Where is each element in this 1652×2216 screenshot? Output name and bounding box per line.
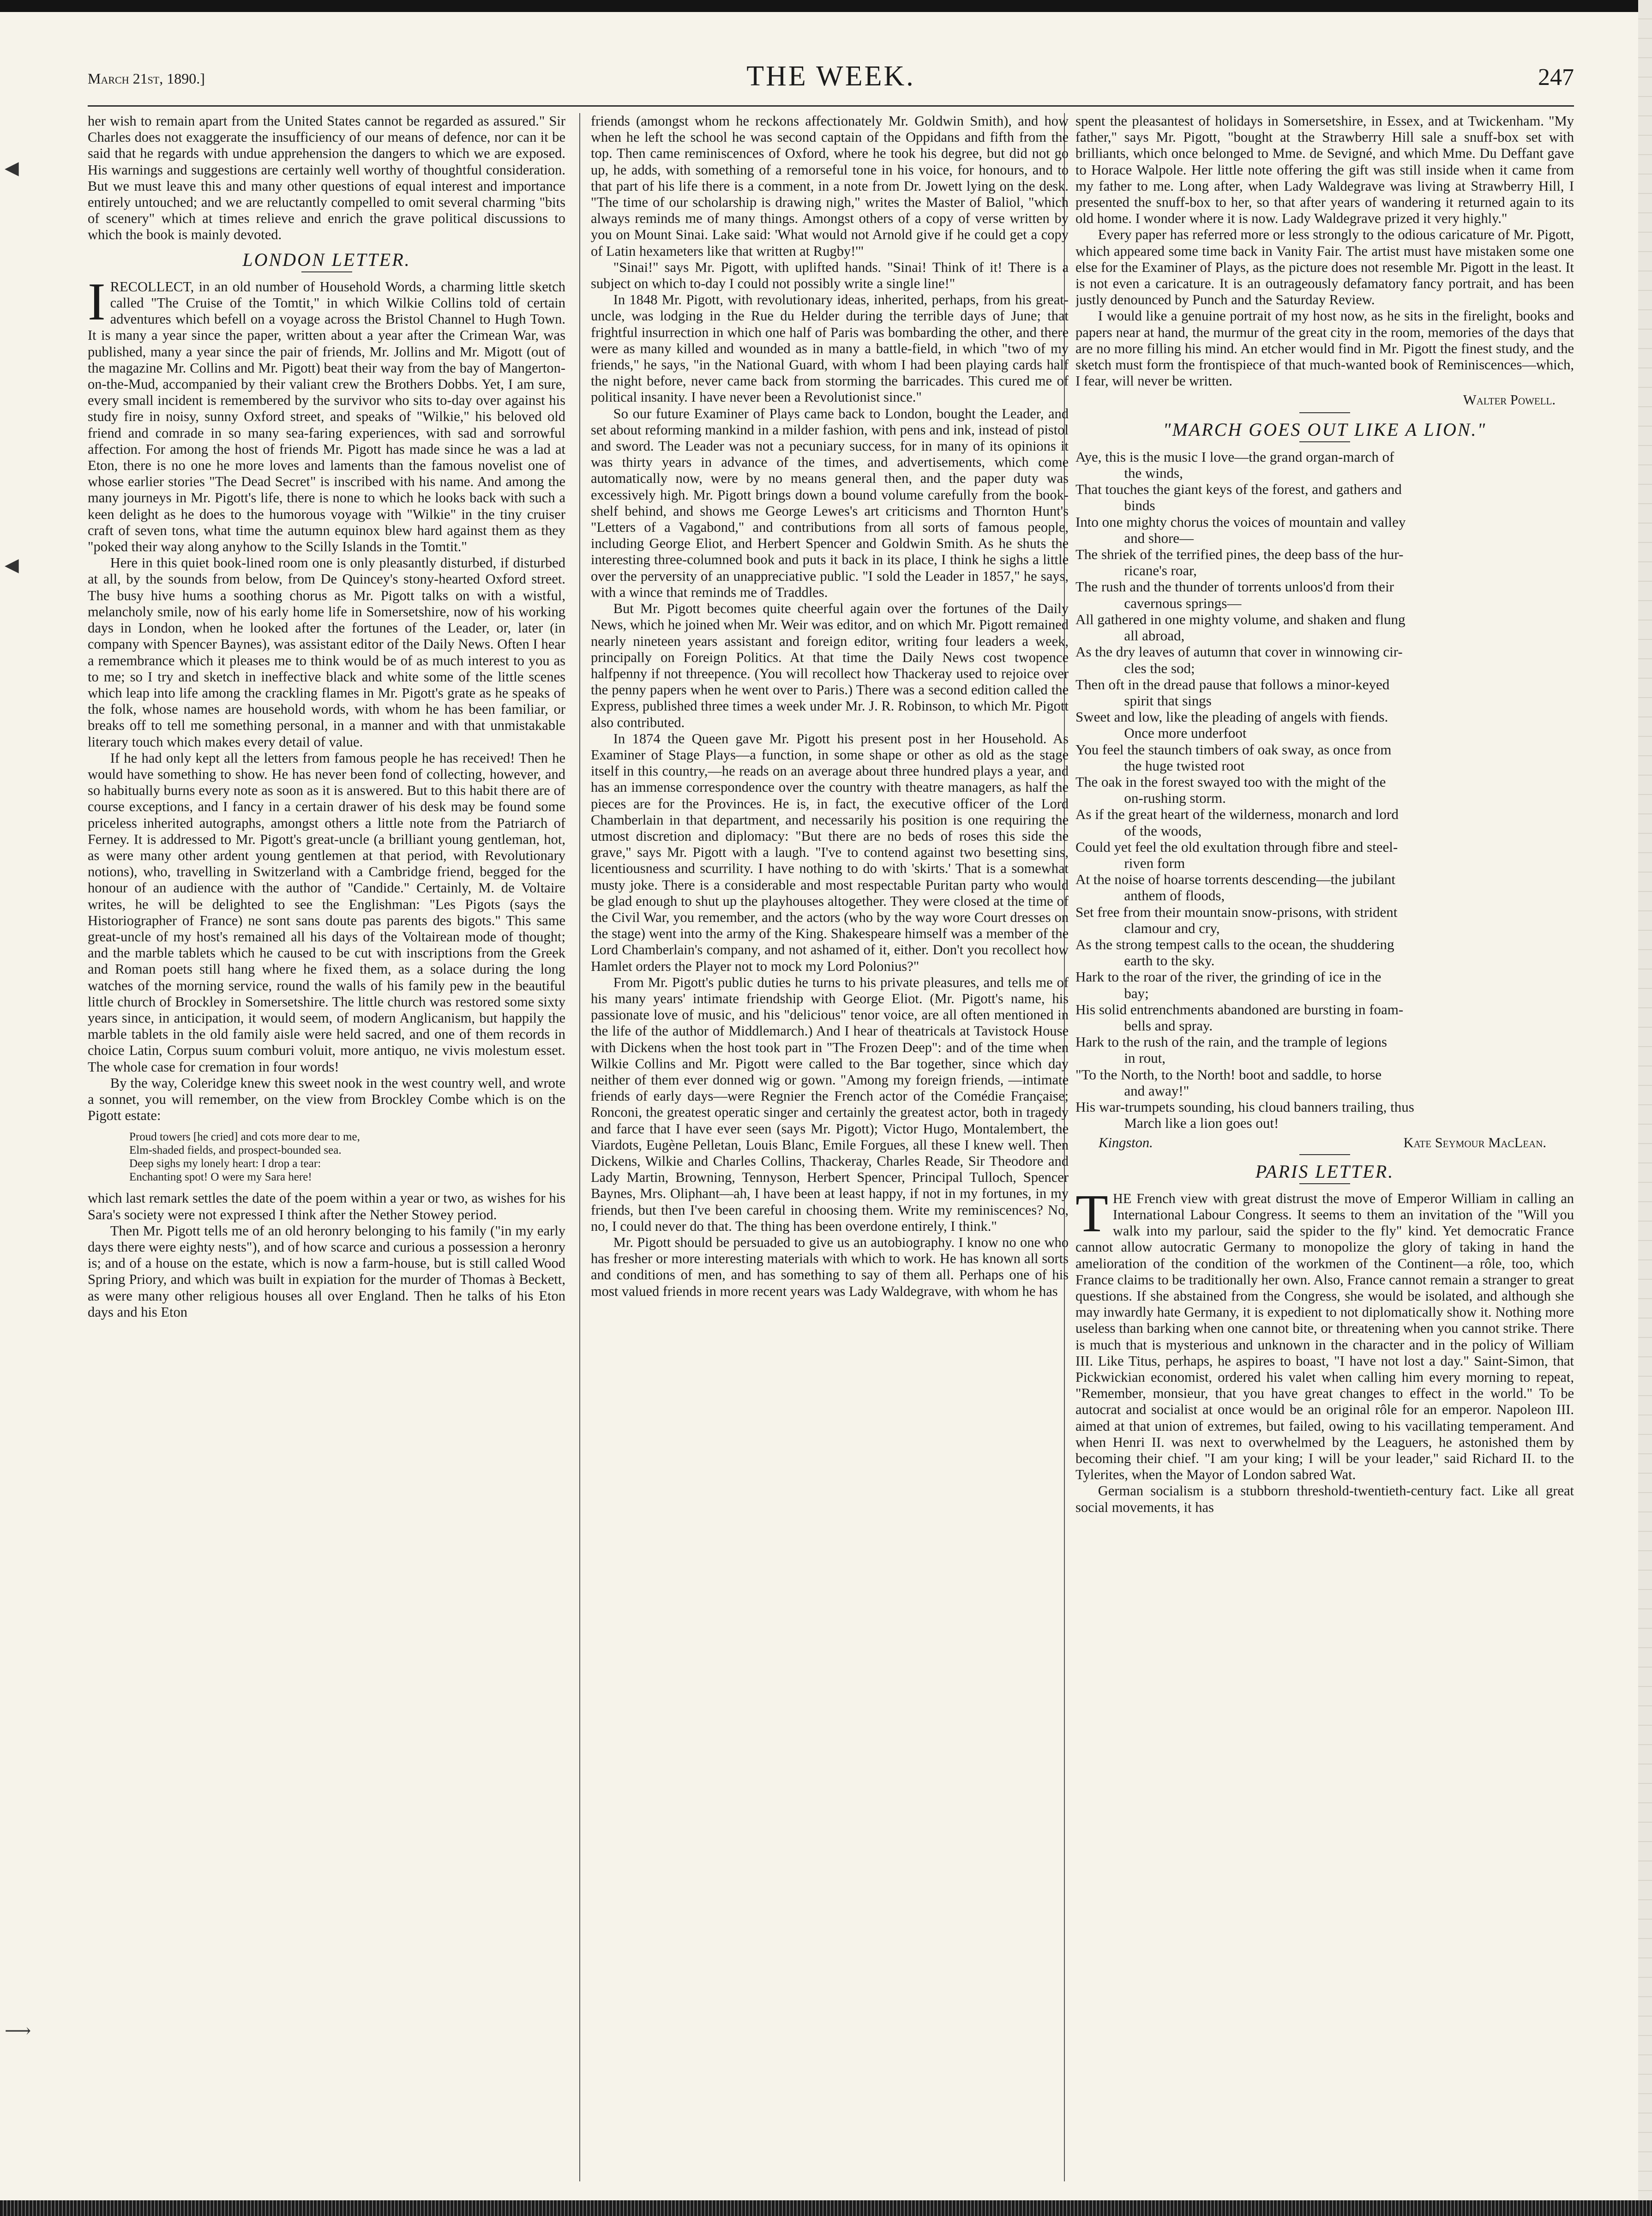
margin-pointer-icon: ⟶ xyxy=(5,2020,31,2041)
section-rule xyxy=(1299,1154,1350,1155)
poem-line: That touches the giant keys of the forest, and gathers and xyxy=(1075,481,1402,498)
poem-line-continuation: cles the sod; xyxy=(1124,660,1195,676)
poem-line: Then oft in the dread pause that follows a minor-keyed xyxy=(1075,676,1390,692)
poem-line-continuation: cavernous springs— xyxy=(1124,595,1242,611)
poem-line-continuation: and shore— xyxy=(1124,530,1194,546)
london-first-paragraph xyxy=(88,272,565,555)
paragraph: Here in this quiet book-lined room one is only pleasantly disturbed, if disturbed at all, by the sounds from below, from De Quincey's stony-hearted Oxford street. The busy hive hums a soothing chorus as Mr. Pigott talks on with a wistful, melancholy smile, now of his early home life in Somersetshire, now of his working days in London, when he looked after the fortunes of the Leader, or, later (in company with Spencer Baynes), was assistant editor of the Daily News. Often I hear a remembrance which it pleases me to think would be of as much interest to you as to me; so I try and sketch in ineffective black and white some of the little scenes which leap into life among the crackling flames in Mr. Pigott's grate as he speaks of the folk, whose names are household words, with whom he has been familiar, or breaks off to tell me something personal, in a manner and with that unmistakable literary touch which makes every detail of value. xyxy=(88,555,565,750)
poem-line-continuation: earth to the sky. xyxy=(1124,952,1215,969)
poem-line: Hark to the roar of the river, the grinding of ice in the xyxy=(1075,969,1382,985)
poem-line: Could yet feel the old exultation through fibre and steel- xyxy=(1075,838,1398,855)
section-rule xyxy=(1299,412,1350,413)
poem-line-continuation: bells and spray. xyxy=(1124,1017,1213,1034)
london-letter-heading: LONDON LETTER. xyxy=(242,249,411,270)
march-poem xyxy=(1075,449,1574,1132)
top-border xyxy=(0,0,1652,12)
poem-line: The shriek of the terrified pines, the deep bass of the hur- xyxy=(1075,546,1404,563)
poem-line: At the noise of hoarse torrents descending—the jubilant xyxy=(1075,871,1396,888)
bottom-border xyxy=(0,2200,1652,2216)
paragraph: Then Mr. Pigott tells me of an old heronry belonging to his family ("in my early days there were eighty nests"), and of how scarce and curious a possession a heronry is; and of a house on the estate, which is now a farm-house, but is still called Wood Spring Priory, and which was built in expiation for the murder of Thomas à Beckett, as were many other religious houses all over England. Then he talks of his Eton days and his Eton xyxy=(88,1222,565,1320)
london-letter-signature: Walter Powell. xyxy=(1463,392,1556,408)
quote-line: Proud towers [he cried] and cots more dear to me, xyxy=(129,1131,360,1144)
poem-line: As the strong tempest calls to the ocean, the shuddering xyxy=(1075,936,1394,952)
poem-line: The rush and the thunder of torrents unloos'd from their xyxy=(1075,578,1394,595)
poem-heading: "MARCH GOES OUT LIKE A LION." xyxy=(1163,419,1487,440)
paris-letter-heading: PARIS LETTER. xyxy=(1255,1161,1394,1182)
poem-line-continuation: Once more underfoot xyxy=(1124,725,1247,741)
poem-line: All gathered in one mighty volume, and shaken and flung xyxy=(1075,611,1406,627)
paragraph: In 1874 the Queen gave Mr. Pigott his present post in her Household. As Examiner of Stage Plays—a function, in some shape or other as old as the stage itself in this country,—he reads on an average about three hundred plays a year, and has an immense correspondence over the country with theatre managers, as half the pieces are for the Provinces. He is, in fact, the executive officer of the Lord Chamberlain in that department, and necessarily his position is one requiring the utmost discretion and diplomacy: "But there are no beds of roses this side the grave," says Mr. Pigott with a laugh. "I've to contend against two besetting sins, licentiousness and scurrility. I have nothing to do with 'skirts.' That is a somewhat musty joke. There is a considerable and most respectable Puritan party who would be glad enough to shut up the playhouses altogether. They were closed at the time of the Civil War, you remember, and the actors (who by the way wore Court dresses on the stage) went into the army of the King. Shakespeare himself was a member of the Lord Chamberlain's company, and not ashamed of it, either. Don't you recollect how Hamlet orders the Player not to mock my Lord Polonius?" xyxy=(591,730,1069,974)
quote-line: Elm-shaded fields, and prospect-bounded sea. xyxy=(129,1144,342,1157)
poem-line-continuation: of the woods, xyxy=(1124,822,1202,839)
poem-line-continuation: spirit that sings xyxy=(1124,692,1212,709)
poem-line-continuation: on-rushing storm. xyxy=(1124,790,1226,807)
poem-line-continuation: riven form xyxy=(1124,855,1185,871)
paragraph: So our future Examiner of Plays came back to London, bought the Leader, and set about reforming mankind in a milder fashion, with pens and ink, instead of pistol and sword. The Leader was not a pecuniary success, for in many of its opinions it was thirty years in advance of the times, and advertisements, which come automatically now, were by no means general then, and the paper duty was excessively high. Mr. Pigott brings down a bound volume carefully from the book-shelf behind, and shows me George Lewes's art criticisms and Thornton Hunt's "Letters of a Vagabond," and contributions from all sorts of famous people, including George Eliot, and Herbert Spencer and Goldwin Smith. As he shuts the interesting three-columned book and puts it back in its place, I think he sighs a little over the perversity of an unappreciative public. "I sold the Leader in 1857," he says, with a wince that reminds me of Traddles. xyxy=(591,405,1069,600)
paragraph: If he had only kept all the letters from famous people he has received! Then he would have something to show. He has never been fond of collecting, however, and so habitually burns every note as soon as it is answered. But to this habit there are of course exceptions, and I fancy in a certain drawer of his desk may be found some priceless inherited autographs, amongst others a little note from the Patriarch of Ferney. It is addressed to Mr. Pigott's great-uncle (a brilliant young gentleman, hot, as were many other ardent young gentlemen at that period, with Revolutionary notions), who, travelling in Switzerland with a Cambridge friend, begged for the honour of an audience with the author of "Candide." Certainly, M. de Voltaire writes, he will be delighted to see the Englishman: "Les Pigots (says the Historiographer of France) ne sont sans doute pas parents des bigots." This same great-uncle of my host's remained all his days of the Voltairean mode of thought; and the marble tablets which he caused to be cut with inscriptions from the Greek and Roman poets still hang where he fixed them, as a solace during the long watches of the morning service, round the walls of his family pew in the beautiful little church of Brockley in Somersetshire. The little church was restored some sixty years since, in anticipation, it would seem, of modern Anglicanism, but happily the marble tablets in the old family aisle were held sacred, and one of them records in choice Latin, Corpus suum comburi voluit, more antiquo, ne vivis molestum esset. The whole case for cremation in four words! xyxy=(88,750,565,1075)
quote-line: Enchanting spot! O were my Sara here! xyxy=(129,1171,312,1184)
poem-line: You feel the staunch timbers of oak sway, as once from xyxy=(1075,741,1392,758)
heading-rule xyxy=(301,271,352,272)
paragraph: German socialism is a stubborn threshold-twentieth-century fact. Like all great social movements, it has xyxy=(1075,1483,1574,1515)
masthead-title: THE WEEK. xyxy=(746,60,915,92)
column-3 xyxy=(1075,113,1574,2186)
poem-place: Kingston. xyxy=(1099,1135,1153,1151)
poem-line: His war-trumpets sounding, his cloud banners trailing, thus xyxy=(1075,1098,1414,1115)
paragraph: From Mr. Pigott's public duties he turns to his private pleasures, and tells me of his many years' intimate friendship with George Eliot. (Mr. Pigott's name, his passionate love of music, and his "delicious" tenor voice, are all often mentioned in the life of the author of Middlemarch.) And I hear of theatricals at Tavistock House with Dickens when the host took part in "The Frozen Deep": and of the time when Wilkie Collins and Mr. Pigott were called to the Bar together, since which day neither of them ever donned wig or gown. "Among my foreign friends, —intimate friends of early days—were Regnier the French actor of the Comédie Française; Ronconi, the greatest operatic singer and certainly the greatest actor, both in tragedy and farce that I have ever seen (says Mr. Pigott); Victor Hugo, Montalembert, the Viardots, Eugène Pelletan, Louis Blanc, Emile Forgues, all these I knew well. Then Dickens, Wilkie and Charles Collins, Thackeray, Charles Reade, Sir Theodore and Lady Martin, Browning, Tennyson, Herbert Spencer, Principal Tulloch, Spencer Baynes, Mrs. Oliphant—ah, I have been at least happy, if not in my fortunes, in my friends, but then I've been careful in choosing them. Write my reminiscences? No, no, I could never do that. The thing has been overdone entirely, I think." xyxy=(591,974,1069,1234)
header-rule xyxy=(88,105,1574,107)
heading-rule xyxy=(1299,441,1350,442)
paragraph: In 1848 Mr. Pigott, with revolutionary ideas, inherited, perhaps, from his great-uncle, was lodging in the Rue du Helder during the terrible days of June; that frightful insurrection in which one half of Paris was bombarding the other, and there were as many killed and wounded as in many a battle-field, in which "two of my friends," he says, "in the National Guard, with whom I had been playing cards half the night before, never came back from storming the barricades. This cured me of political insanity. I have never been a Revolutionist since." xyxy=(591,292,1069,405)
paragraph: friends (amongst whom he reckons affectionately Mr. Goldwin Smith), and how when he left the school he was second captain of the Oppidans and fifth from the top. Then came reminiscences of Oxford, where he took his degree, but did not go up, he adds, with something of a remorseful tone in his voice, for honours, and to that part of his life there is a comment, in a note from Dr. Jowett lying on the desk. "The time of our scholarship is drawing nigh," writes the Master of Baliol, "which always reminds me of many things. Amongst others of a copy of verse written by you on Mount Sinai. Lake said: 'What would not Arnold give if he could get a copy of Latin hexameters like that written at Rugby!'" xyxy=(591,113,1069,259)
paragraph: But Mr. Pigott becomes quite cheerful again over the fortunes of the Daily News, which he joined when Mr. Weir was editor, and on which Mr. Pigott remained nearly nineteen years assistant and foreign editor, writing four leaders a week, principally on Foreign Politics. At that time the Daily News cost twopence halfpenny if not threepence. (You will recollect how Thackeray used to rejoice over the penny papers when he went over to Paris.) There was a second edition called the Express, published three times a week under Mr. J. R. Robinson, to which Mr. Pigott also contributed. xyxy=(591,601,1069,730)
column-2 xyxy=(591,113,1069,2186)
poem-author: Kate Seymour MacLean. xyxy=(1403,1135,1546,1151)
poem-line-continuation: in rout, xyxy=(1124,1050,1165,1066)
drop-cap: I xyxy=(88,272,106,331)
issue-date: March 21st, 1890.] xyxy=(88,70,205,87)
paragraph: I would like a genuine portrait of my host now, as he sits in the firelight, books and papers near at hand, the murmur of the great city in the room, memories of the days that are no more filling his mind. An etcher would find in Mr. Pigott the finest study, and the sketch must form the frontispiece of that much-wanted book of Reminiscences—which, I fear, will never be written. xyxy=(1075,308,1574,389)
margin-pointer-icon: ◀ xyxy=(5,554,19,575)
margin-pointer-icon: ◀ xyxy=(5,157,19,178)
poem-line-continuation: all abroad, xyxy=(1124,627,1185,644)
poem-line: "To the North, to the North! boot and saddle, to horse xyxy=(1075,1066,1382,1083)
paragraph: By the way, Coleridge knew this sweet nook in the west country well, and wrote a sonnet, you will remember, on the view from Brockley Combe which is on the Pigott estate: xyxy=(88,1075,565,1124)
heading-rule xyxy=(1299,1183,1350,1184)
poem-line-continuation: the huge twisted root xyxy=(1124,757,1245,774)
page-header xyxy=(88,60,1574,102)
paragraph-text: HE French view with great distrust the move of Emperor William in calling an International Labour Congress. It seems to them an invitation of the "Will you walk into my parlour, said the spider to the fly" kind. Yet democratic France cannot allow autocratic Germany to monopolize the glory of taking in hand the amelioration of the condition of the workmen of the Continent—a rôle, too, which France claims to be traditionally her own. Also, France cannot remain a stranger to great questions. If she abstained from the Congress, she would be isolated, and although she may inwardly hate Germany, it is expedient to not diplomatically show it. Nothing more useless than barking when one cannot bite, or threatening when you cannot strike. There is much that is mysterious and unknown in the character and in the policy of William III. Like Titus, perhaps, he aspires to boast, "I have not lost a day." Saint-Simon, that Pickwickian economist, ordered his valet when calling him every morning to repeat, "Remember, monsieur, that you have great changes to effect in the world." To be autocrat and socialist at once would be an original rôle for an emperor. Napoleon III. aimed at that union of extremes, but failed, owing to his vacillating temperament. And when Henri II. was next to overwhelmed by the Leaguers, he astonished them by becoming their chief. "I am your king; I will be your leader," said Richard II. to the Tylerites, when the Mayor of London sabred Wat. xyxy=(1075,1190,1574,1483)
binding-edge xyxy=(1638,0,1652,2216)
paragraph-text: RECOLLECT, in an old number of Household Words, a charming little sketch called "The Cruise of the Tomtit," in which Wilkie Collins told of certain adventures which befell on a voyage across the Bristol Channel to Hugh Town. It is many a year since the paper, written about a year after the Crimean War, was published, many a year since the pair of friends, Mr. Jollins and Mr. Migott (out of the magazine Mr. Collins and Mr. Pigott) beat their way from the bay of Mangerton-on-the-Mud, accompanied by their valiant crew the Brothers Dobbs. Yet, I am sure, every small incident is remembered by the survivor who sits to-day over against his study fire in noisy, sunny Oxford street, and speaks of "Wilkie," his beloved old friend and comrade in so many sea-faring experiences, with sad and sorrowful affection. For among the host of friends Mr. Pigott has made since he was a lad at Eton, there is no one he more loves and laments than the famous novelist one of whose earlier stories "The Dead Secret" is inscribed with his name. And among the many journeys in Mr. Pigott's life, there is none to which he looks back with such a keen delight as he does to the humorous voyage with "Wilkie" in the tiny cruiser craft of seven tons, what time the autumn equinox blew hard against them as they "poked their way along anyhow to the Scilly Islands in the Tomtit." xyxy=(88,278,565,555)
poem-line: The oak in the forest swayed too with the might of the xyxy=(1075,773,1386,790)
column-1 xyxy=(88,113,565,2186)
poem-line-continuation: bay; xyxy=(1124,985,1149,1001)
paragraph: "Sinai!" says Mr. Pigott, with uplifted hands. "Sinai! Think of it! There is a subject on which to-day I could not possibly write a single line!" xyxy=(591,259,1069,292)
poem-line-continuation: ricane's roar, xyxy=(1124,562,1197,579)
paragraph: Mr. Pigott should be persuaded to give us an autobiography. I know no one who has fresher or more interesting materials with which to work. He has known all sorts and conditions of men, and has something to say of them all. Perhaps one of his most valued friends in more recent years was Lady Waldegrave, with whom he has xyxy=(591,1234,1069,1299)
poem-line-continuation: and away!" xyxy=(1124,1082,1189,1099)
poem-line: Hark to the rush of the rain, and the trample of legions xyxy=(1075,1034,1387,1050)
column-divider xyxy=(579,113,580,2181)
paragraph: Every paper has referred more or less strongly to the odious caricature of Mr. Pigott, which appeared some time back in Vanity Fair. The artist must have mistaken some one else for the Examiner of Plays, as the picture does not resemble Mr. Pigott in the least. It is not even a caricature. It is an outrageously defamatory fancy portrait, and has been justly denounced by Punch and the Saturday Review. xyxy=(1075,227,1574,308)
poem-line-continuation: anthem of floods, xyxy=(1124,887,1225,904)
poem-line: Into one mighty chorus the voices of mountain and valley xyxy=(1075,513,1406,530)
poem-line: As the dry leaves of autumn that cover in winnowing cir- xyxy=(1075,644,1403,660)
quote-line: Deep sighs my lonely heart: I drop a tear: xyxy=(129,1157,321,1170)
poem-line-continuation: the winds, xyxy=(1124,465,1183,482)
poem-line: Set free from their mountain snow-prisons, with strident xyxy=(1075,903,1398,920)
drop-cap: T xyxy=(1075,1184,1108,1243)
poem-signature xyxy=(1099,1135,1546,1151)
paragraph: which last remark settles the date of the poem within a year or two, as wishes for his Sara's society were not expressed I think after the Nether Stowey period. xyxy=(88,1190,565,1222)
review-ending: her wish to remain apart from the United States cannot be regarded as assured." Sir Charles does not exaggerate the insufficiency of our means of defence, nor can it be said that he regards with undue apprehension the dangers to which we are exposed. His warnings and suggestions are certainly well worthy of thoughtful consideration. But we must leave this and many other questions of equal interest and importance entirely untouched; and we are reluctantly compelled to omit several charming "bits of scenery" which at times relieve and enrich the grave political discussions to which the book is mainly devoted. xyxy=(88,113,565,243)
poem-line: Sweet and low, like the pleading of angels with fiends. xyxy=(1075,709,1388,725)
coleridge-quote xyxy=(129,1130,565,1184)
poem-line: Aye, this is the music I love—the grand organ-march of xyxy=(1075,448,1394,465)
poem-line-continuation: March like a lion goes out! xyxy=(1124,1115,1279,1132)
poem-line-continuation: clamour and cry, xyxy=(1124,920,1220,936)
poem-line-continuation: binds xyxy=(1124,497,1155,514)
paris-first-paragraph xyxy=(1075,1184,1574,1483)
poem-line: As if the great heart of the wilderness, monarch and lord xyxy=(1075,806,1399,823)
paragraph: spent the pleasantest of holidays in Somersetshire, in Essex, and at Twickenham. "My father," says Mr. Pigott, "bought at the Strawberry Hill sale a snuff-box set with brilliants, which once belonged to Mme. de Sevigné, and which Mme. Du Deffant gave to Horace Walpole. Her little note offering the gift was still inside when it came from my father to me. Long after, when Lady Waldegrave was living at Strawberry Hill, I presented the snuff-box to her, so that after years of wandering it returned again to its old home. I wonder where it is now. Lady Waldegrave prized it very highly." xyxy=(1075,113,1574,227)
page-number: 247 xyxy=(1538,64,1574,90)
poem-line: His solid entrenchments abandoned are bursting in foam- xyxy=(1075,1001,1404,1018)
